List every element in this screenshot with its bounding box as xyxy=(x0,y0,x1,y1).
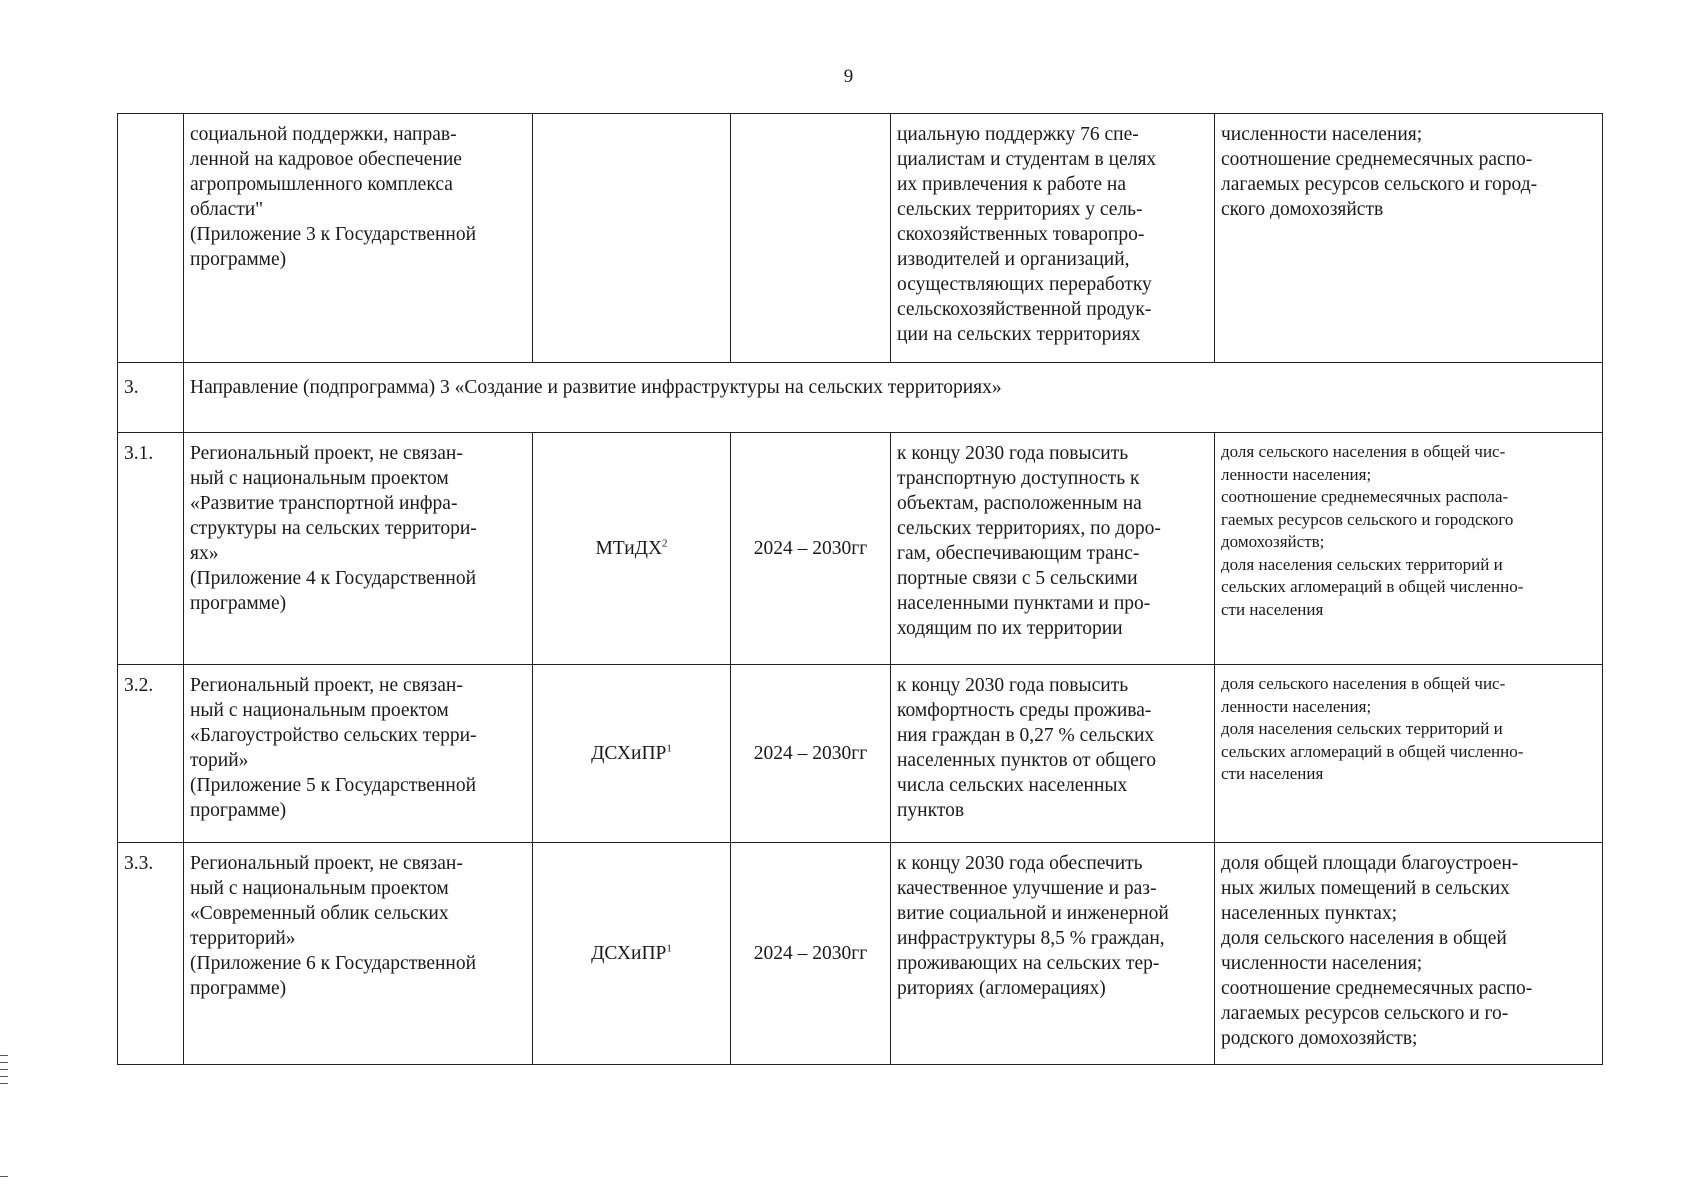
cell-line: объектам, расположенным на xyxy=(897,493,1142,514)
cell-line: ленности населения; xyxy=(1221,464,1372,484)
cell-line: (Приложение 6 к Государственной xyxy=(190,953,477,974)
footnote-ref: 2 xyxy=(662,537,668,550)
cell-line: ленной на кадровое обеспечение xyxy=(190,149,462,170)
cell-line: сти населения xyxy=(1221,599,1324,619)
cell-line: ции на сельских территориях xyxy=(897,324,1141,345)
cell-line: пунктов xyxy=(897,800,965,821)
cell-line: лагаемых ресурсов сельского и го- xyxy=(1221,1003,1509,1024)
table-row xyxy=(118,843,1603,1065)
cell-line: доля населения сельских территорий и xyxy=(1221,719,1503,738)
responsible-text: МТиДХ xyxy=(595,538,663,559)
cell-line: витие социальной и инженерной xyxy=(897,903,1169,924)
cell-line: социальной поддержки, направ- xyxy=(190,124,457,145)
cell-line: населенных пунктах; xyxy=(1221,903,1398,924)
cell-line: ный с национальным проектом xyxy=(190,468,449,489)
cell-line: «Современный облик сельских xyxy=(190,903,449,924)
cell-line: транспортную доступность к xyxy=(897,468,1140,489)
cell-line: риториях (агломерациях) xyxy=(897,978,1106,999)
cell-line: к концу 2030 года повысить xyxy=(897,675,1129,696)
period-cell: 2024 – 2030гг xyxy=(731,665,891,843)
result-cell xyxy=(891,843,1215,1065)
section-row xyxy=(118,363,1603,433)
cell-line: их привлечения к работе на xyxy=(897,174,1127,195)
project-name-cell xyxy=(184,433,533,665)
cell-line: числа сельских населенных xyxy=(897,775,1128,796)
row-number xyxy=(118,114,184,363)
cell-line: населенными пунктами и про- xyxy=(897,593,1151,614)
result-cell xyxy=(891,665,1215,843)
cell-line: программе) xyxy=(190,593,287,614)
table-row xyxy=(118,433,1603,665)
cell-line: (Приложение 3 к Государственной xyxy=(190,224,477,245)
cell-line: циальную поддержку 76 спе- xyxy=(897,124,1139,145)
cell-line: сти населения xyxy=(1221,764,1324,783)
cell-line: программе) xyxy=(190,249,287,270)
indicators-cell xyxy=(1215,433,1603,665)
cell-line: доля сельского населения в общей xyxy=(1221,928,1507,949)
cell-line: соотношение среднемесячных распола- xyxy=(1221,487,1509,506)
cell-line: соотношение среднемесячных распо- xyxy=(1221,978,1533,999)
row-number: 3.1. xyxy=(118,433,184,665)
period-cell xyxy=(731,114,891,363)
cell-line: сельских территориях у сель- xyxy=(897,199,1143,220)
cell-line: домохозяйств; xyxy=(1221,532,1325,551)
cell-line: доля сельского населения в общей чис- xyxy=(1221,674,1506,693)
cell-line: ского домохозяйств xyxy=(1221,199,1384,220)
cell-line: инфраструктуры 8,5 % граждан, xyxy=(897,928,1165,949)
footnote-ref: 1 xyxy=(666,942,672,955)
responsible-cell xyxy=(533,114,731,363)
indicators-cell xyxy=(1215,843,1603,1065)
cell-line: структуры на сельских территори- xyxy=(190,518,477,539)
cell-line: доля сельского населения в общей чис- xyxy=(1221,442,1506,461)
row-number: 3.2. xyxy=(118,665,184,843)
period-cell: 2024 – 2030гг xyxy=(731,843,891,1065)
cell-line: Региональный проект, не связан- xyxy=(190,853,463,874)
margin-mark xyxy=(0,1176,8,1177)
project-name-cell xyxy=(184,665,533,843)
cell-line: проживающих на сельских тер- xyxy=(897,953,1160,974)
cell-line: населенных пунктов от общего xyxy=(897,750,1157,771)
responsible-cell xyxy=(533,665,731,843)
cell-line: доля общей площади благоустроен- xyxy=(1221,853,1519,874)
cell-line: осуществляющих переработку xyxy=(897,274,1152,295)
project-name-cell xyxy=(184,114,533,363)
cell-line: области" xyxy=(190,199,264,220)
responsible-text: ДСХиПР xyxy=(591,743,667,764)
cell-line: сельских агломераций в общей численно- xyxy=(1221,577,1524,596)
indicators-cell xyxy=(1215,114,1603,363)
cell-line: территорий» xyxy=(190,928,296,949)
footnote-ref: 1 xyxy=(666,742,672,755)
cell-line: Региональный проект, не связан- xyxy=(190,443,463,464)
page-number: 9 xyxy=(843,66,854,87)
responsible-text: ДСХиПР xyxy=(591,943,667,964)
cell-line: ный с национальным проектом xyxy=(190,878,449,899)
margin-marks xyxy=(0,1055,10,1090)
cell-line: циалистам и студентам в целях xyxy=(897,149,1157,170)
cell-line: «Благоустройство сельских терри- xyxy=(190,725,477,746)
cell-line: (Приложение 5 к Государственной xyxy=(190,775,477,796)
cell-line: ный с национальным проектом xyxy=(190,700,449,721)
cell-line: сельскохозяйственной продук- xyxy=(897,299,1152,320)
cell-line: программе) xyxy=(190,978,287,999)
result-cell xyxy=(891,114,1215,363)
section-number: 3. xyxy=(118,363,184,433)
cell-line: программе) xyxy=(190,800,287,821)
table-row xyxy=(118,665,1603,843)
cell-line: лагаемых ресурсов сельского и город- xyxy=(1221,174,1538,195)
row-number: 3.3. xyxy=(118,843,184,1065)
cell-line: к концу 2030 года обеспечить xyxy=(897,853,1143,874)
cell-line: сельских агломераций в общей численно- xyxy=(1221,741,1524,761)
cell-line: сельских территориях, по доро- xyxy=(897,518,1161,539)
table-row xyxy=(118,114,1603,363)
cell-line: ходящим по их территории xyxy=(897,618,1123,639)
cell-line: численности населения; xyxy=(1221,124,1423,145)
period-cell: 2024 – 2030гг xyxy=(731,433,891,665)
cell-line: ных жилых помещений в сельских xyxy=(1221,878,1510,899)
cell-line: к концу 2030 года повысить xyxy=(897,443,1129,464)
cell-line: комфортность среды прожива- xyxy=(897,700,1152,721)
cell-line: (Приложение 4 к Государственной xyxy=(190,568,477,589)
cell-line: Региональный проект, не связан- xyxy=(190,675,463,696)
cell-line: ях» xyxy=(190,543,219,564)
cell-line: гаемых ресурсов сельского и городского xyxy=(1221,509,1514,529)
program-table xyxy=(117,113,1603,1065)
indicators-cell xyxy=(1215,665,1603,843)
cell-line: родского домохозяйств; xyxy=(1221,1028,1418,1049)
cell-line: торий» xyxy=(190,750,249,771)
cell-line: изводителей и организаций, xyxy=(897,249,1130,270)
cell-line: численности населения; xyxy=(1221,953,1423,974)
section-title: Направление (подпрограмма) 3 «Создание и развитие инфраструктуры на сельских территориях» xyxy=(184,363,1603,433)
responsible-cell xyxy=(533,843,731,1065)
project-name-cell xyxy=(184,843,533,1065)
cell-line: качественное улучшение и раз- xyxy=(897,878,1157,899)
cell-line: доля населения сельских территорий и xyxy=(1221,554,1503,574)
cell-line: портные связи с 5 сельскими xyxy=(897,568,1138,589)
cell-line: скохозяйственных товаропро- xyxy=(897,224,1145,245)
cell-line: гам, обеспечивающим транс- xyxy=(897,543,1140,564)
cell-line: агропромышленного комплекса xyxy=(190,174,453,195)
responsible-cell xyxy=(533,433,731,665)
result-cell xyxy=(891,433,1215,665)
cell-line: ленности населения; xyxy=(1221,696,1372,716)
cell-line: «Развитие транспортной инфра- xyxy=(190,493,458,514)
cell-line: ния граждан в 0,27 % сельских xyxy=(897,725,1155,746)
cell-line: соотношение среднемесячных распо- xyxy=(1221,149,1533,170)
